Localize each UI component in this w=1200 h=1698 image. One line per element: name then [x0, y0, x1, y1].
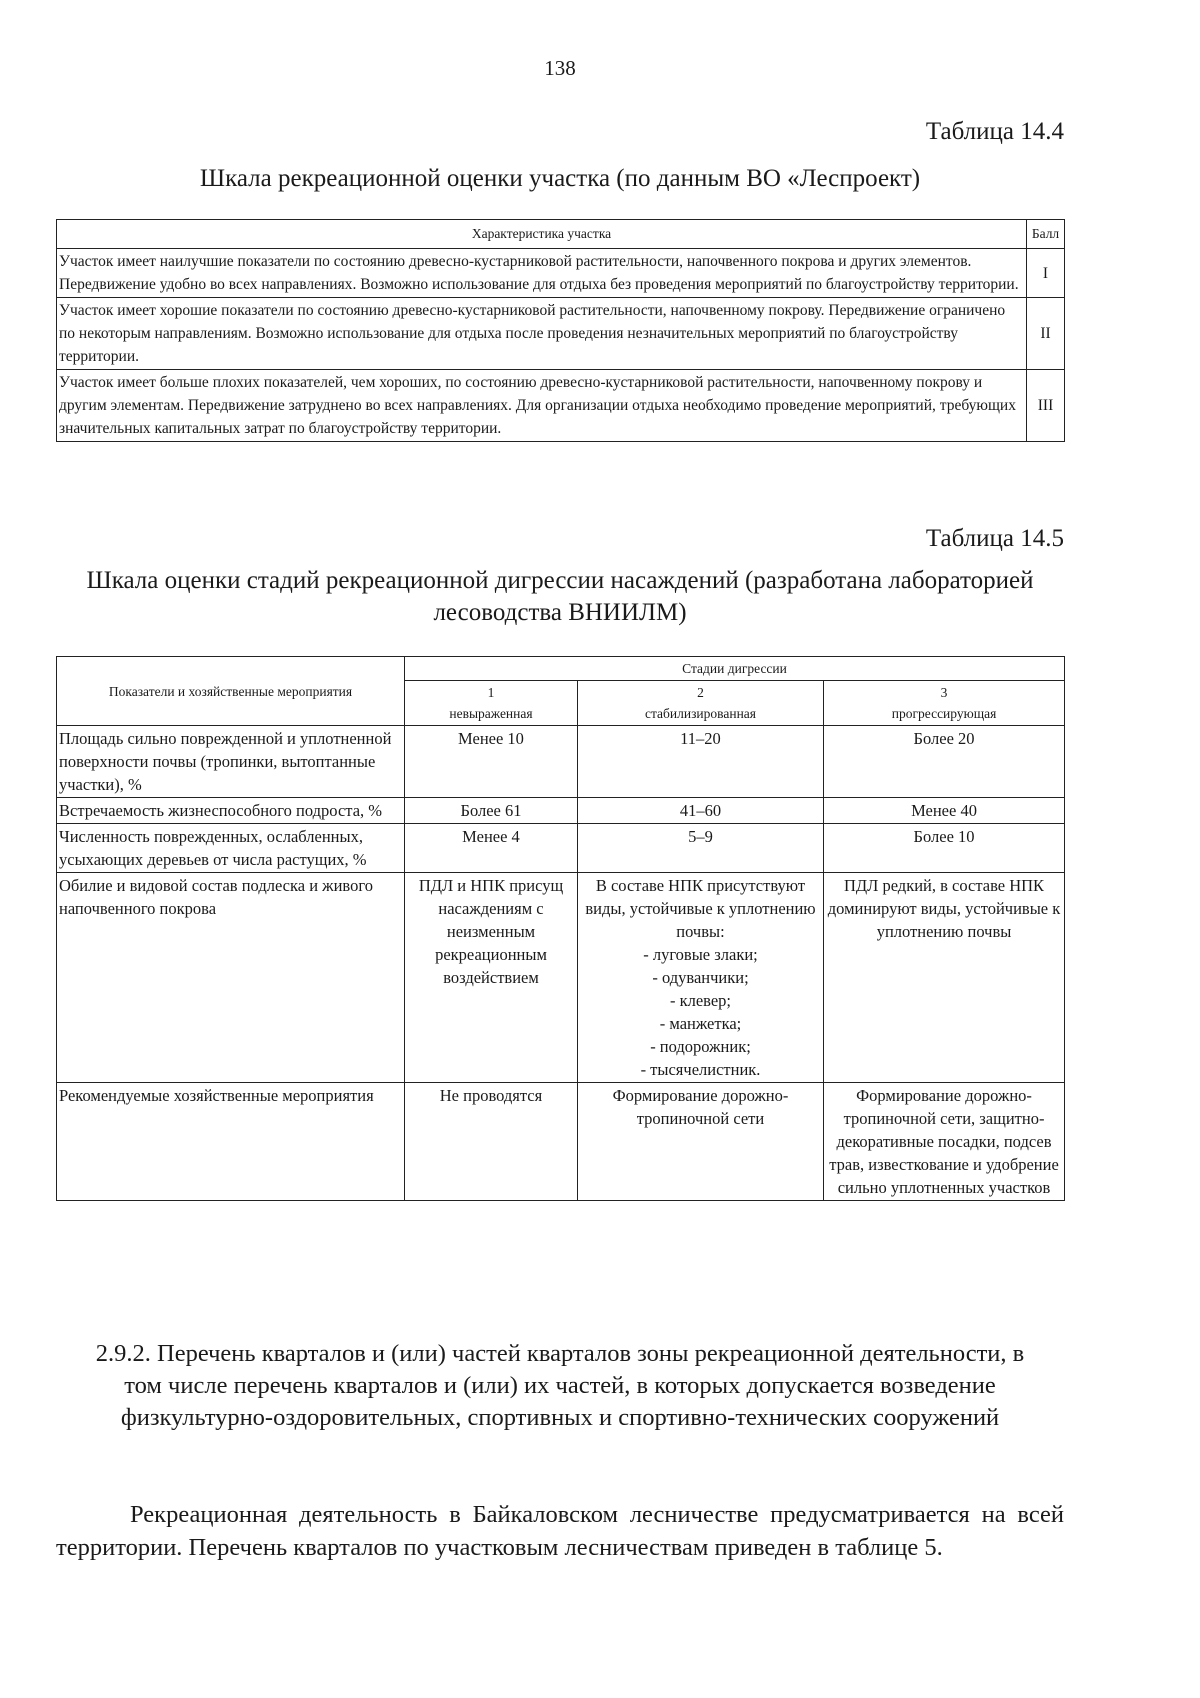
species-intro: В составе НПК присутствуют виды, устойчивые к уплотнению почвы: — [585, 876, 816, 941]
table-row — [57, 726, 1065, 798]
body-paragraph: Рекреационная деятельность в Байкаловском лесничестве предусматривается на всей территории. Перечень кварталов по участковым лесничествам приведен в таблице 5. — [56, 1501, 1064, 1561]
stage-1-cell: Менее 4 — [405, 824, 578, 873]
stage-number: 3 — [940, 685, 948, 700]
stage-3-cell: Более 20 — [824, 726, 1065, 798]
table-14-4-caption: Таблица 14.4 — [925, 118, 1064, 145]
table-row — [57, 798, 1065, 824]
indicator-cell: Обилие и видовой состав подлеска и живого напочвенного покрова — [57, 873, 405, 1083]
species-list-item: - подорожник; — [650, 1037, 751, 1056]
table-header-row — [57, 220, 1065, 249]
characteristic-cell: Участок имеет больше плохих показателей, чем хороших, по состоянию древесно-кустарниковой растительности, напочвенному покрову и другим элементам. Передвижение затруднено во всех направлениях. Для организации отдыха необходимо проведение мероприятий, требующих значительных капитальных затрат по благоустройству территории. — [57, 370, 1027, 442]
score-cell: II — [1027, 298, 1065, 370]
table-row — [57, 1083, 1065, 1201]
section-heading: 2.9.2. Перечень кварталов и (или) частей кварталов зоны рекреационной деятельности, в том числе перечень кварталов и (или) их частей, в которых допускается возведение физкультурно-оздоровительных, спортивных и спортивно-технических сооружений — [95, 1340, 1025, 1431]
stage-1-cell: Менее 10 — [405, 726, 578, 798]
stage-3-cell: Более 10 — [824, 824, 1065, 873]
stage-3-cell: Менее 40 — [824, 798, 1065, 824]
stage-header-3 — [824, 681, 1065, 726]
recreational-digression-table — [56, 656, 1065, 1201]
species-list-item: - клевер; — [669, 991, 732, 1010]
stage-3-cell: Формирование дорожно-тропиночной сети, защитно-декоративные посадки, подсев трав, известкование и удобрение сильно уплотненных участков — [824, 1083, 1065, 1201]
table-row — [57, 249, 1065, 298]
species-list-item: - луговые злаки; — [643, 945, 758, 964]
stage-header-1 — [405, 681, 578, 726]
characteristic-cell: Участок имеет хорошие показатели по состоянию древесно-кустарниковой растительности, напочвенному покрову. Передвижение ограничено по некоторым направлениям. Возможно использование для отдыха после проведения незначительных мероприятий по благоустройству территории. — [57, 298, 1027, 370]
table-14-5-title: Шкала оценки стадий рекреационной дигрессии насаждений (разработана лабораторией лесоводства ВНИИЛМ) — [86, 567, 1034, 626]
table-row — [57, 370, 1065, 442]
recreational-assessment-table — [56, 219, 1065, 442]
table-row — [57, 298, 1065, 370]
stage-name: невыраженная — [449, 706, 533, 721]
score-cell: III — [1027, 370, 1065, 442]
indicator-cell: Площадь сильно поврежденной и уплотненной поверхности почвы (тропинки, вытоптанные участки), % — [57, 726, 405, 798]
column-header-characteristic: Характеристика участка — [57, 220, 1027, 249]
table-header-row — [57, 657, 1065, 681]
indicator-cell: Численность поврежденных, ослабленных, усыхающих деревьев от числа растущих, % — [57, 824, 405, 873]
species-list-item: - манжетка; — [659, 1014, 742, 1033]
table-row — [57, 824, 1065, 873]
stage-header-2 — [578, 681, 824, 726]
column-header-indicators: Показатели и хозяйственные мероприятия — [57, 657, 405, 726]
species-list-item: - одуванчики; — [652, 968, 749, 987]
stage-2-cell — [578, 873, 824, 1083]
characteristic-cell: Участок имеет наилучшие показатели по состоянию древесно-кустарниковой растительности, напочвенного покрова и других элементов. Передвижение удобно во всех направлениях. Возможно использование для отдыха без проведения мероприятий по благоустройству территории. — [57, 249, 1027, 298]
stage-1-cell: Более 61 — [405, 798, 578, 824]
stage-2-cell: 5–9 — [578, 824, 824, 873]
table-14-5-caption: Таблица 14.5 — [925, 525, 1064, 552]
column-header-score: Балл — [1027, 220, 1065, 249]
stage-2-cell: Формирование дорожно-тропиночной сети — [578, 1083, 824, 1201]
page-number: 138 — [544, 56, 576, 80]
stage-1-cell: Не проводятся — [405, 1083, 578, 1201]
column-header-stages: Стадии дигрессии — [405, 657, 1065, 681]
table-row — [57, 873, 1065, 1083]
indicator-cell: Рекомендуемые хозяйственные мероприятия — [57, 1083, 405, 1201]
table-14-4-title: Шкала рекреационной оценки участка (по данным ВО «Леспроект) — [199, 165, 921, 192]
stage-2-cell: 41–60 — [578, 798, 824, 824]
stage-number: 1 — [487, 685, 495, 700]
species-list-item: - тысячелистник. — [640, 1060, 761, 1079]
stage-name: стабилизированная — [645, 706, 756, 721]
stage-2-cell: 11–20 — [578, 726, 824, 798]
indicator-cell: Встречаемость жизнеспособного подроста, % — [57, 798, 405, 824]
stage-name: прогрессирующая — [891, 706, 997, 721]
stage-1-cell: ПДЛ и НПК присущ насаждениям с неизменным рекреационным воздействием — [405, 873, 578, 1083]
stage-number: 2 — [697, 685, 704, 700]
score-cell: I — [1027, 249, 1065, 298]
stage-3-cell: ПДЛ редкий, в составе НПК доминируют виды, устойчивые к уплотнению почвы — [824, 873, 1065, 1083]
